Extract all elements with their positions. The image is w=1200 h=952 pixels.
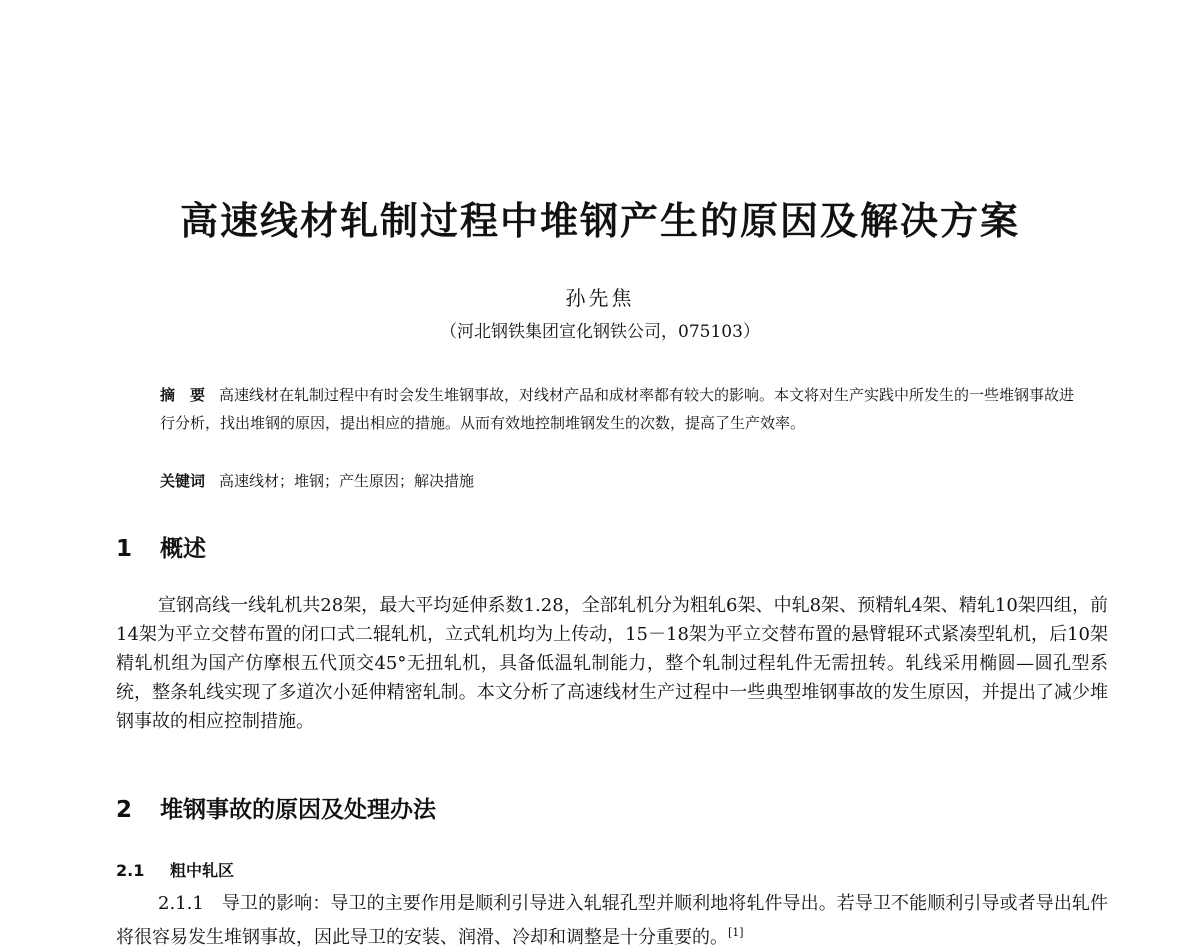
subsection-title: 粗中轧区 bbox=[170, 861, 235, 880]
subsection-number: 2.1 bbox=[116, 861, 145, 880]
section-heading-1 bbox=[116, 530, 206, 563]
section-title: 堆钢事故的原因及处理办法 bbox=[160, 797, 436, 823]
keywords-text: 高速线材；堆钢；产生原因；解决措施 bbox=[219, 472, 475, 490]
subsection-heading-2-1 bbox=[116, 858, 234, 881]
keywords-label: 关键词 bbox=[160, 472, 206, 490]
paragraph-text: 导卫的影响：导卫的主要作用是顺利引导进入轧辊孔型并顺利地将轧件导出。若导卫不能顺利引导或者导出轧件将很容易发生堆钢事故，因此导卫的安装、润滑、冷却和调整是十分重要的。 bbox=[116, 893, 1108, 948]
section-heading-2 bbox=[116, 791, 436, 824]
paragraph-number: 2.1.1 bbox=[158, 893, 204, 914]
author-affiliation: （河北钢铁集团宣化钢铁公司，075103） bbox=[440, 322, 760, 342]
abstract-text: 高速线材在轧制过程中有时会发生堆钢事故，对线材产品和成材率都有较大的影响。本文将对生产实践中所发生的一些堆钢事故进行分析，找出堆钢的原因，提出相应的措施。从而有效地控制堆钢发生的次数，提高了生产效率。 bbox=[160, 386, 1075, 432]
section-number: 1 bbox=[116, 536, 133, 562]
author-name: 孙先焦 bbox=[565, 286, 635, 310]
section-number: 2 bbox=[116, 797, 133, 823]
paper-title: 高速线材轧制过程中堆钢产生的原因及解决方案 bbox=[179, 199, 1020, 243]
section-1-paragraph: 宣钢高线一线轧机共28架，最大平均延伸系数1.28，全部轧机分为粗轧6架、中轧8架、预精轧4架、精轧10架四组，前14架为平立交替布置的闭口式二辊轧机，立式轧机均为上传动，15－18架为平立交替布置的悬臂辊环式紧凑型轧机，后10架精轧机组为国产仿摩根五代顶交45°无扭轧机，具备低温轧制能力，整个轧制过程轧件无需扭转。轧线采用椭圆—圆孔型系统，整条轧线实现了多道次小延伸精密轧制。本文分析了高速线材生产过程中一些典型堆钢事故的发生原因，并提出了减少堆钢事故的相应控制措施。 bbox=[116, 595, 1108, 732]
section-title: 概述 bbox=[160, 536, 206, 562]
citation-marker: [1] bbox=[728, 926, 744, 939]
keywords bbox=[160, 467, 1080, 495]
abstract bbox=[160, 381, 1080, 437]
abstract-label: 摘 要 bbox=[160, 386, 206, 404]
